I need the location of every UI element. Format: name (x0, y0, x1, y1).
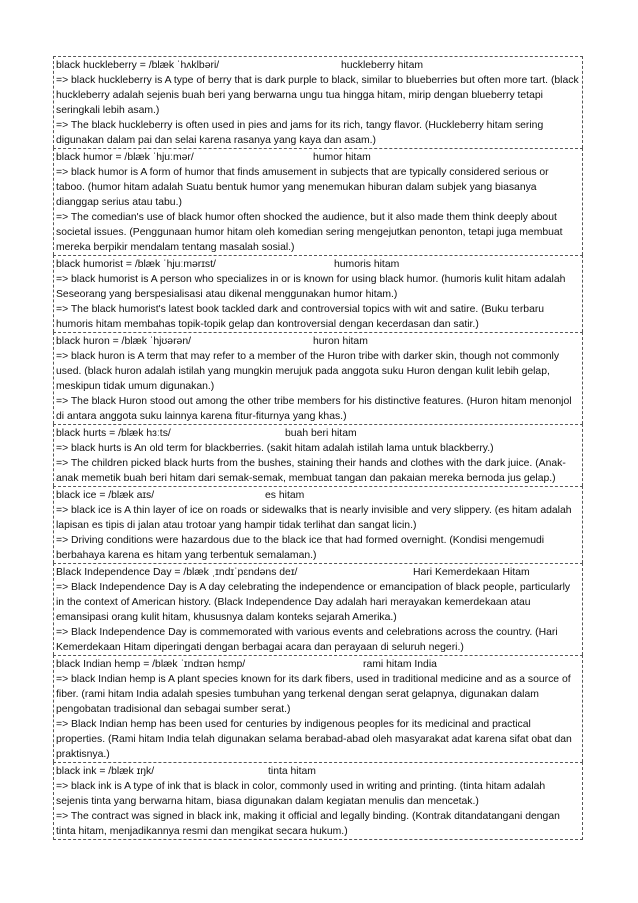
entry-black-huron (53, 332, 583, 424)
example: => The black humorist's latest book tackled dark and controversial topics with wit and satire. (Buku terbaru humoris hitam membahas topik-topik gelap dan kontroversial dengan kecerdasan dan satir.) (56, 304, 545, 330)
entry-head (56, 426, 580, 441)
translation: humor hitam (313, 152, 371, 163)
headword: black huckleberry = /blæk ˈhʌklbəri/ (56, 60, 220, 71)
entry-black-huckleberry (53, 56, 583, 148)
translation: huckleberry hitam (341, 60, 424, 71)
dictionary-page (53, 56, 583, 840)
example: => The children picked black hurts from the bushes, staining their hands and clothes with the dark juice. (Anak-anak memetik buah beri hitam dari semak-semak, membuat tangan dan pakaian mereka bernoda jus gelap.) (56, 458, 566, 484)
definition: => black hurts is An old term for blackberries. (sakit hitam adalah istilah lama untuk blackberry.) (56, 443, 494, 454)
definition: => Black Independence Day is A day celebrating the independence or emancipation of black people, particularly in the context of American history. (Black Independence Day adalah hari merayakan kemerdekaan atau emansipasi orang kulit hitam, khususnya dalam konteks sejarah Amerika.) (56, 582, 571, 623)
entry-head (56, 150, 580, 165)
definition: => black huckleberry is A type of berry that is dark purple to black, similar to blueberries but often more tart. (black huckleberry adalah sejenis buah beri yang berwarna ungu tua hingga hitam, mirip dengan blueberry tetapi seringkali lebih asam.) (56, 75, 579, 116)
definition: => black Indian hemp is A plant species known for its dark fibers, used in traditional medicine and as a source of fiber. (rami hitam India adalah spesies tumbuhan yang terkenal dengan serat gelapnya, digunakan dalam pengobatan tradisional dan sebagai sumber serat.) (56, 674, 571, 715)
example: => The contract was signed in black ink, making it official and legally binding. (Kontrak ditandatangani dengan tinta hitam, menjadikannya resmi dan mengikat secara hukum.) (56, 811, 560, 837)
entry-black-humor (53, 148, 583, 255)
definition: => black humorist is A person who specializes in or is known for using black humor. (humoris kulit hitam adalah Seseorang yang berspesialisasi atau dikenal menggunakan humor hitam.) (56, 274, 566, 300)
example: => The black Huron stood out among the other tribe members for his distinctive features. (Huron hitam menonjol di antara anggota suku lainnya karena fitur-fiturnya yang khas.) (56, 396, 572, 422)
headword: Black Independence Day = /blæk ˌɪndɪˈpɛndəns deɪ/ (56, 567, 298, 578)
translation: humoris hitam (334, 259, 400, 270)
entry-head (56, 764, 580, 779)
entry-head (56, 334, 580, 349)
translation: huron hitam (313, 336, 368, 347)
headword: black hurts = /blæk hɜːts/ (56, 428, 171, 439)
headword: black Indian hemp = /blæk ˈɪndɪən hɛmp/ (56, 659, 246, 670)
entry-black-humorist (53, 255, 583, 332)
definition: => black ice is A thin layer of ice on roads or sidewalks that is nearly invisible and very slippery. (es hitam adalah lapisan es tipis di jalan atau trotoar yang hampir tidak terlihat dan sangat licin.) (56, 505, 572, 531)
example: => The black huckleberry is often used in pies and jams for its rich, tangy flavor. (Huckleberry hitam sering digunakan dalam pai dan selai karena rasanya yang kaya dan asam.) (56, 120, 544, 146)
example: => The comedian's use of black humor often shocked the audience, but it also made them think deeply about societal issues. (Penggunaan humor hitam oleh komedian sering mengejutkan penonton, tetapi juga membuat mereka berpikir mendalam tentang masalah sosial.) (56, 212, 563, 253)
entry-black-independence-day (53, 563, 583, 655)
translation: es hitam (265, 490, 305, 501)
headword: black humor = /blæk ˈhjuːmər/ (56, 152, 194, 163)
entry-head (56, 58, 580, 73)
entry-head (56, 657, 580, 672)
translation: rami hitam India (363, 659, 437, 670)
headword: black ink = /blæk ɪŋk/ (56, 766, 155, 777)
definition: => black humor is A form of humor that finds amusement in subjects that are typically considered serious or taboo. (humor hitam adalah Suatu bentuk humor yang menemukan hiburan dalam subjek yang biasanya dianggap serius atau tabu.) (56, 167, 549, 208)
translation: buah beri hitam (285, 428, 357, 439)
definition: => black huron is A term that may refer to a member of the Huron tribe with darker skin, though not commonly used. (black huron adalah istilah yang mungkin merujuk pada anggota suku Huron dengan kulit lebih gelap, meskipun tidak umum digunakan.) (56, 351, 560, 392)
translation: tinta hitam (268, 766, 316, 777)
entry-black-ice (53, 486, 583, 563)
entry-black-hurts (53, 424, 583, 486)
entry-black-ink (53, 762, 583, 840)
headword: black ice = /blæk aɪs/ (56, 490, 155, 501)
example: => Black Indian hemp has been used for centuries by indigenous peoples for its medicinal and practical properties. (Rami hitam India telah digunakan selama berabad-abad oleh masyarakat adat karena sifat obat dan praktisnya.) (56, 719, 572, 760)
headword: black huron = /blæk ˈhjʊərən/ (56, 336, 191, 347)
example: => Black Independence Day is commemorated with various events and celebrations across the country. (Hari Kemerdekaan Hitam diperingati dengan berbagai acara dan perayaan di seluruh negeri.) (56, 627, 558, 653)
entry-black-indian-hemp (53, 655, 583, 762)
entry-head (56, 257, 580, 272)
example: => Driving conditions were hazardous due to the black ice that had formed overnight. (Kondisi mengemudi berbahaya karena es hitam yang terbentuk semalaman.) (56, 535, 545, 561)
translation: Hari Kemerdekaan Hitam (413, 567, 530, 578)
entry-head (56, 565, 580, 580)
definition: => black ink is A type of ink that is black in color, commonly used in writing and printing. (tinta hitam adalah sejenis tinta yang berwarna hitam, biasa digunakan dalam kegiatan menulis dan mencetak.) (56, 781, 546, 807)
headword: black humorist = /blæk ˈhjuːmərɪst/ (56, 259, 216, 270)
entry-head (56, 488, 580, 503)
